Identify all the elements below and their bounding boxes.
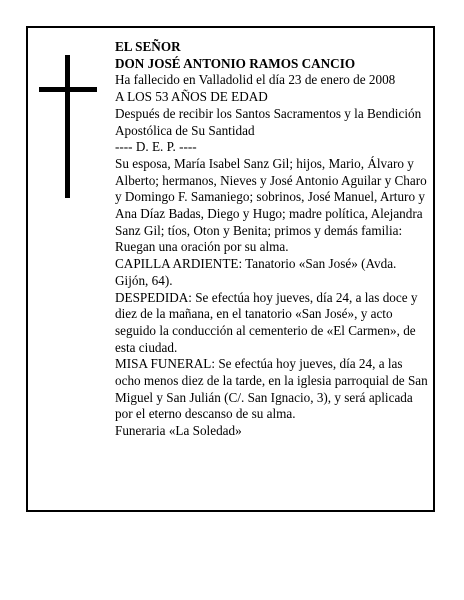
cross-icon	[39, 55, 97, 198]
prayer-line: Ruegan una oración por su alma.	[115, 239, 289, 255]
dep-line: ---- D. E. P. ----	[115, 139, 197, 155]
death-date-line: Ha fallecido en Valladolid el día 23 de enero de 2008	[115, 72, 396, 88]
cross-vertical-bar	[65, 55, 70, 198]
funeral-home-line: Funeraria «La Soledad»	[115, 423, 242, 439]
obituary-notice	[26, 26, 435, 512]
family-paragraph: Su esposa, María Isabel Sanz Gil; hijos, Mario, Álvaro y Alberto; hermanos, Nieves y José Antonio Aguilar y Charo y Domingo F. Samaniego; sobrinos, José Manuel, Arturo y Ana Díaz Badas, Diego y Hugo; madre política, Alejandra Sanz Gil; tíos, Oton y Benita; primos y demás familia:	[115, 155, 427, 238]
farewell-paragraph: DESPEDIDA: Se efectúa hoy jueves, día 24, a las doce y diez de la mañana, en el tanatorio «San José», y acto seguido la conducción al cementerio de «El Carmen», de esta ciudad.	[115, 289, 418, 355]
sacraments-paragraph: Después de recibir los Santos Sacramentos y la Bendición Apostólica de Su Santidad	[115, 105, 422, 138]
funeral-mass-paragraph: MISA FUNERAL: Se efectúa hoy jueves, día 24, a las ocho menos diez de la tarde, en la iglesia parroquial de San Miguel y San Julián (C/. San Ignacio, 3), y será aplicada por el eterno descanso de su alma.	[115, 356, 428, 422]
deceased-name: DON JOSÉ ANTONIO RAMOS CANCIO	[115, 55, 356, 71]
obituary-text	[115, 39, 431, 440]
chapel-paragraph: CAPILLA ARDIENTE: Tanatorio «San José» (Avda. Gijón, 64).	[115, 256, 397, 288]
age-line: A LOS 53 AÑOS DE EDAD	[115, 89, 268, 105]
cross-horizontal-bar	[39, 87, 97, 92]
title-line: EL SEÑOR	[115, 39, 181, 54]
